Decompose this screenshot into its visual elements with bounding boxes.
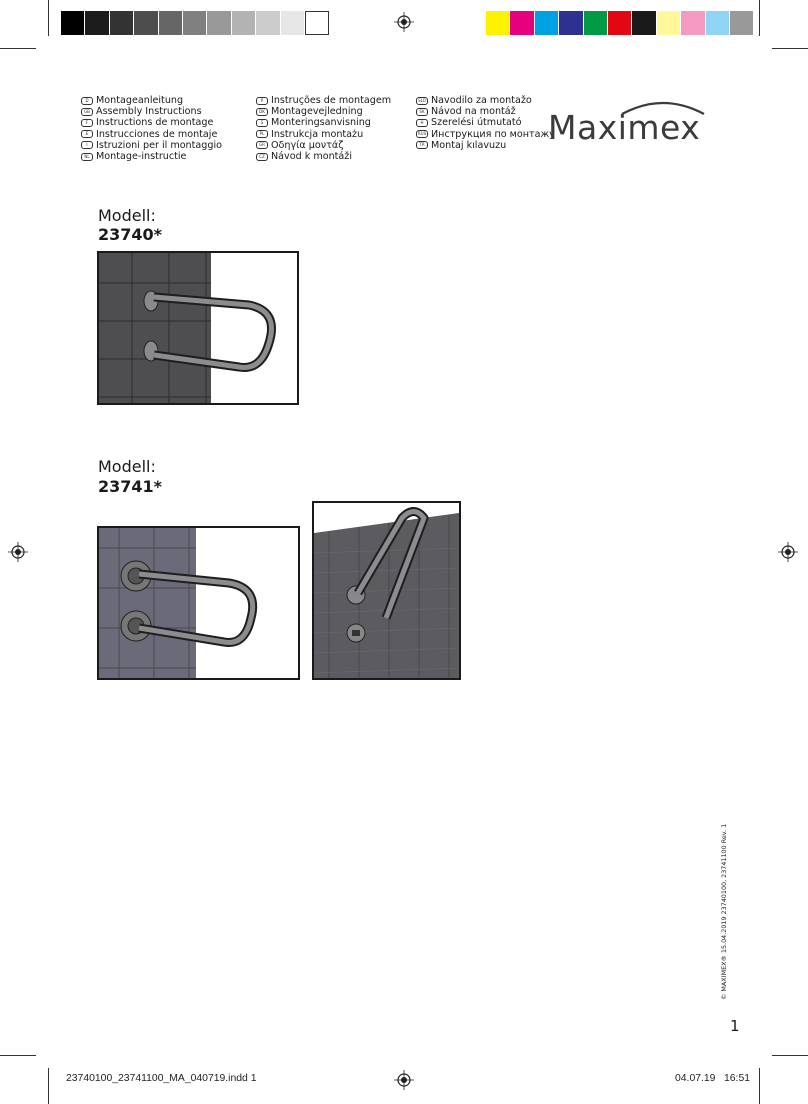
color-swatch (632, 11, 656, 35)
grayscale-color-bar (61, 11, 329, 35)
language-label: Instruções de montagem (271, 95, 392, 106)
color-swatch (584, 11, 608, 35)
crop-mark (759, 1068, 760, 1104)
language-code-badge: S (256, 119, 268, 127)
page-number: 1 (730, 1017, 740, 1035)
model-label: Modell: (98, 457, 156, 476)
model-number: 23740* (98, 225, 163, 244)
language-list-col1 (81, 95, 222, 162)
model-label: Modell: (98, 206, 156, 225)
product-image-23740 (97, 251, 299, 405)
language-label: Návod k montáži (271, 151, 352, 163)
model-number: 23741* (98, 477, 163, 496)
language-item (416, 106, 555, 117)
language-label: Οδηγία μοντάζ (271, 139, 344, 151)
registration-mark-icon (394, 12, 414, 32)
language-item (256, 106, 391, 117)
color-swatch (559, 11, 583, 35)
language-list-col3 (416, 95, 555, 151)
language-label: Istruzioni per il montaggio (96, 139, 222, 151)
color-swatch (110, 11, 134, 35)
crop-mark (0, 48, 36, 49)
crop-mark (772, 1055, 808, 1056)
color-swatch (85, 11, 109, 35)
language-item (256, 117, 391, 128)
color-swatch (730, 11, 754, 35)
language-item (416, 140, 555, 151)
language-item (81, 95, 222, 106)
language-code-badge: DK (256, 108, 268, 116)
color-swatch (256, 11, 280, 35)
registration-mark-icon (394, 1070, 414, 1090)
language-item (256, 140, 391, 151)
color-swatch (134, 11, 158, 35)
language-code-badge: SK (416, 108, 428, 116)
process-color-bar (486, 11, 754, 35)
language-code-badge: RUS (417, 131, 427, 137)
registration-mark-icon (778, 542, 798, 562)
color-swatch (232, 11, 256, 35)
language-item (256, 129, 391, 140)
color-swatch (535, 11, 559, 35)
footer-filename: 23740100_23741100_MA_040719.indd 1 (66, 1073, 257, 1084)
language-label: Instrukcja montażu (271, 128, 364, 140)
color-swatch (207, 11, 231, 35)
language-item (81, 117, 222, 128)
product-image-23741-front (97, 526, 300, 680)
language-item (416, 95, 555, 106)
language-code-badge: P (256, 97, 268, 105)
product-image-23741-folded (312, 501, 461, 680)
color-swatch (61, 11, 85, 35)
crop-mark (48, 0, 49, 36)
color-swatch (305, 11, 329, 35)
color-swatch (159, 11, 183, 35)
language-code-badge: PL (256, 130, 268, 138)
language-label: Инструкция по монтажу (431, 128, 555, 140)
color-swatch (183, 11, 207, 35)
language-label: Montagevejledning (271, 106, 363, 118)
language-item (81, 140, 222, 151)
language-code-badge: CZ (256, 153, 268, 161)
language-label: Montage-instructie (96, 151, 187, 163)
crop-mark (48, 1068, 49, 1104)
color-swatch (681, 11, 705, 35)
crop-mark (759, 0, 760, 36)
color-swatch (510, 11, 534, 35)
language-code-badge: GB (81, 108, 93, 116)
color-swatch (657, 11, 681, 35)
language-code-badge: D (81, 97, 93, 105)
language-label: Montageanleitung (96, 95, 184, 106)
language-code-badge: E (81, 130, 93, 138)
crop-mark (772, 48, 808, 49)
language-item (81, 129, 222, 140)
footer-time: 16:51 (724, 1073, 751, 1084)
footer-date: 04.07.19 (675, 1073, 716, 1084)
brand-logo: Maximex (548, 108, 701, 147)
language-code-badge: I (81, 141, 93, 149)
color-swatch (486, 11, 510, 35)
language-item (416, 129, 555, 140)
language-label: Instrucciones de montaje (96, 128, 218, 140)
language-code-badge: SLO (416, 97, 428, 105)
language-item (256, 95, 391, 106)
language-label: Instructions de montage (96, 117, 214, 129)
crop-mark (0, 1055, 36, 1056)
language-code-badge: H (416, 119, 428, 127)
language-label: Monteringsanvisning (271, 117, 371, 129)
language-code-badge: NL (81, 153, 93, 161)
copyright-note: © MAXIMEX® 15.04.2019 23740100, 23741100 Rev. 1 (720, 823, 728, 1000)
language-item (81, 106, 222, 117)
language-code-badge: GR (256, 141, 268, 149)
language-code-badge: F (81, 119, 93, 127)
language-item (416, 117, 555, 128)
language-code-badge: TR (416, 141, 428, 149)
registration-mark-icon (8, 542, 28, 562)
language-label: Assembly Instructions (96, 106, 202, 118)
language-item (81, 151, 222, 162)
language-label: Montaj kılavuzu (431, 139, 507, 151)
language-list-col2 (256, 95, 391, 162)
language-label: Szerelési útmutató (431, 117, 522, 129)
color-swatch (281, 11, 305, 35)
language-label: Návod na montáž (431, 106, 516, 118)
color-swatch (706, 11, 730, 35)
language-label: Navodilo za montažo (431, 95, 532, 106)
language-item (256, 151, 391, 162)
color-swatch (608, 11, 632, 35)
